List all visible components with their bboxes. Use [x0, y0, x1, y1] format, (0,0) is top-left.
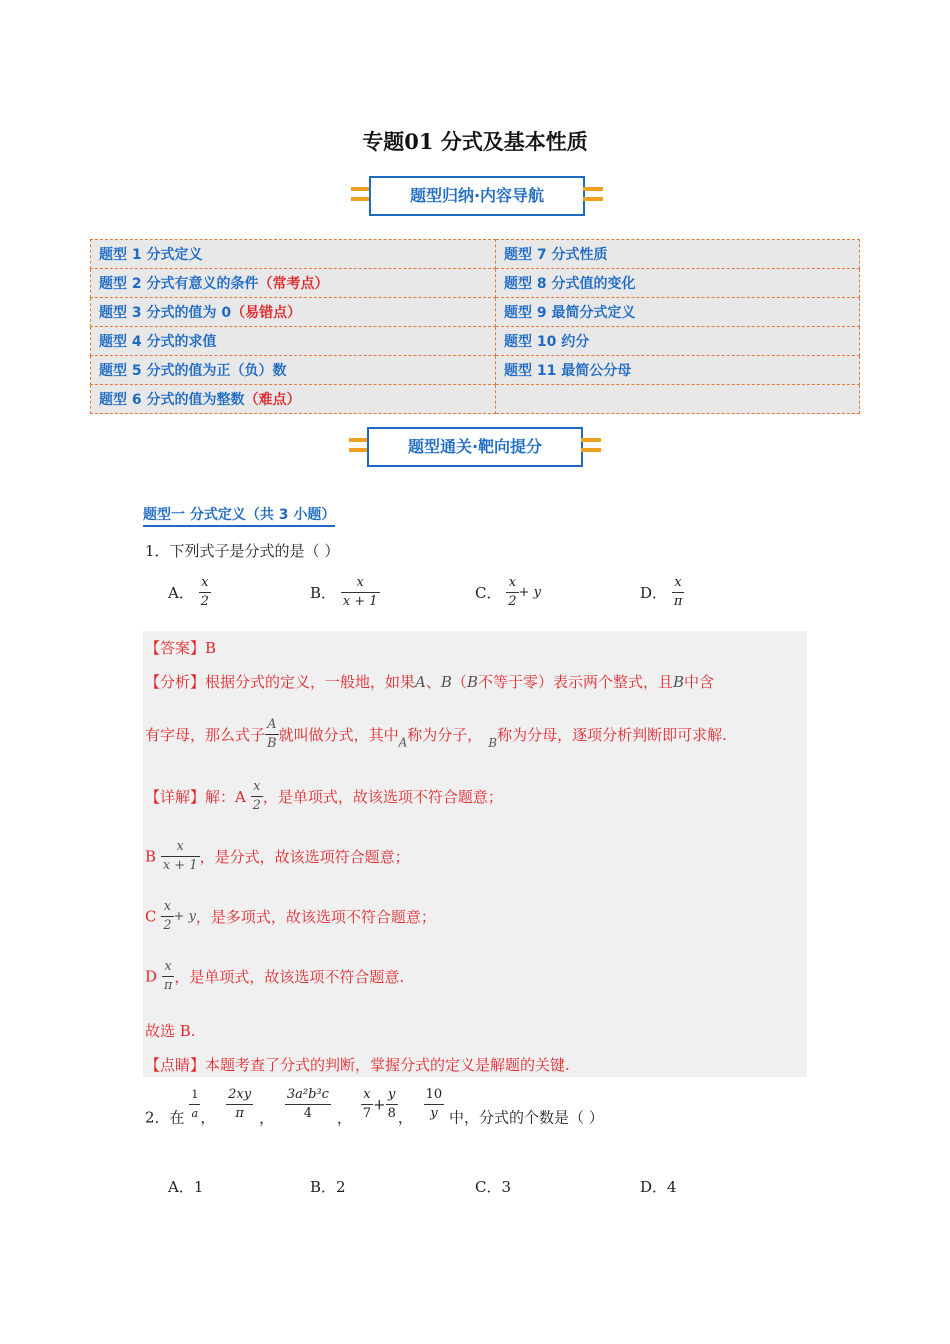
note-line: 【点睛】本题考查了分式的判断，掌握分式的定义是解题的关键. — [145, 1056, 570, 1074]
fraction: $\frac{x}{\pi}$ — [163, 959, 173, 993]
fraction: $\frac{x}{\pi}$ — [673, 575, 683, 609]
toc-item[interactable]: 题型 3 分式的值为 0（易错点） — [91, 298, 496, 327]
analysis-line-2: 有字母，那么式子 $\frac{A}{B}$ 就叫做分式，其中$_A$称为分子， $_B$称为分母，逐项分析判断即可求解. — [145, 717, 727, 751]
fraction: $\frac{x}{x + 1}$ — [342, 575, 378, 609]
detail-c: C $\frac{x}{2}$ + y，是多项式，故该选项不符合题意； — [145, 899, 436, 933]
detail-a: 【详解】解：A $\frac{x}{2}$ ，是单项式，故该选项不符合题意； — [145, 779, 503, 813]
toc-item[interactable]: 题型 7 分式性质 — [496, 240, 860, 269]
toc-table — [90, 239, 860, 414]
fraction: $\frac{x}{2}$ — [200, 575, 209, 609]
toc-item[interactable]: 题型 6 分式的值为整数（难点） — [91, 385, 496, 414]
detail-d: D $\frac{x}{\pi}$ ，是单项式，故该选项不符合题意. — [145, 959, 405, 993]
option-b[interactable]: B．2 — [310, 1178, 346, 1196]
toc-item[interactable]: 题型 11 最简公分母 — [496, 356, 860, 385]
option-d[interactable]: D．4 — [640, 1178, 677, 1196]
toc-item[interactable]: 题型 9 最简分式定义 — [496, 298, 860, 327]
choose-line: 故选 B. — [145, 1022, 196, 1040]
fraction: $\frac{x}{7}$ — [362, 1087, 371, 1121]
equals-icon — [583, 187, 603, 207]
banner-practice-label: 题型通关·靶向提分 — [367, 427, 583, 467]
option-a[interactable]: A．1 — [168, 1178, 204, 1196]
option-a[interactable]: A． $\frac{x}{2}$ — [168, 575, 209, 609]
toc-item[interactable]: 题型 8 分式值的变化 — [496, 269, 860, 298]
option-d[interactable]: D． $\frac{x}{\pi}$ — [640, 575, 683, 609]
toc-item[interactable]: 题型 2 分式有意义的条件（常考点） — [91, 269, 496, 298]
page-title: 专题01 分式及基本性质 — [362, 129, 588, 154]
fraction: $\frac{\text{3a²b³c}}{4}$ — [286, 1087, 329, 1121]
analysis-line-1: 【分析】根据分式的定义，一般地，如果A、B（B不等于零）表示两个整式，且B中含 — [145, 673, 715, 691]
fraction: $\frac{x}{2}$ — [163, 899, 172, 933]
toc-item-empty — [496, 385, 860, 414]
equals-icon — [349, 438, 369, 458]
banner-navigation-label: 题型归纳·内容导航 — [369, 176, 585, 216]
banner-practice — [349, 427, 601, 467]
fraction: $\frac{x}{2}$ — [252, 779, 261, 813]
fraction: $\frac{y}{8}$ — [387, 1087, 396, 1121]
fraction: $\frac{2xy}{\pi}$ — [228, 1087, 252, 1121]
toc-item[interactable]: 题型 1 分式定义 — [91, 240, 496, 269]
equals-icon — [581, 438, 601, 458]
fraction: $\frac{1}{a}$ — [191, 1088, 199, 1120]
fraction: $\frac{x}{x + 1}$ — [162, 839, 198, 873]
option-c[interactable]: C．3 — [475, 1178, 512, 1196]
fraction: $\frac{x}{2}$ — [508, 575, 517, 609]
question-2-stem: 2．在 $\frac{1}{a}$ ， $\frac{2xy}{\pi}$ ， $\frac{\text{3a²b³c}}{4}$ ， $\frac{x}{7}$ + $\frac{y}{8}$ ， $\frac{10}{y}$ 中，分式的个数是（ ） — [145, 1087, 604, 1127]
banner-navigation — [351, 176, 603, 216]
equals-icon — [351, 187, 371, 207]
fraction: $\frac{A}{B}$ — [267, 717, 277, 751]
fraction: $\frac{10}{y}$ — [425, 1087, 443, 1121]
toc-item[interactable]: 题型 4 分式的求值 — [91, 327, 496, 356]
option-c[interactable]: C． $\frac{x}{2}$ + y — [475, 575, 541, 609]
toc-item[interactable]: 题型 5 分式的值为正（负）数 — [91, 356, 496, 385]
option-b[interactable]: B． $\frac{x}{x + 1}$ — [310, 575, 378, 609]
section-heading[interactable]: 题型一 分式定义（共 3 小题） — [143, 504, 335, 527]
detail-b: B $\frac{x}{x + 1}$ ，是分式，故该选项符合题意； — [145, 839, 410, 873]
toc-item[interactable]: 题型 10 约分 — [496, 327, 860, 356]
question-1-stem: 1．下列式子是分式的是（ ） — [145, 542, 340, 560]
answer-line: 【答案】B — [145, 639, 217, 657]
